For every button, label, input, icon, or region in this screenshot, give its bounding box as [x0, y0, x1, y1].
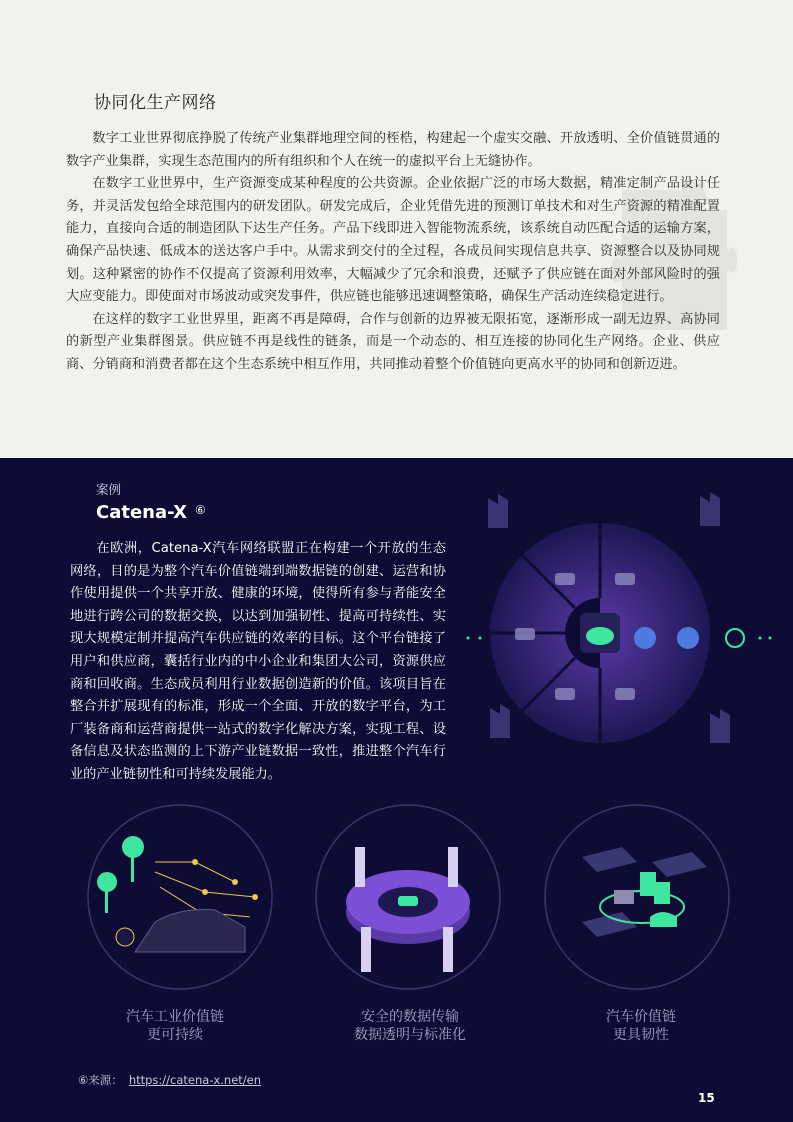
- footnote-marker: ⑥来源：: [78, 1073, 123, 1087]
- case-body: [70, 538, 446, 787]
- case-label: 案例: [96, 482, 122, 497]
- caption-line: 更具韧性: [613, 1027, 669, 1043]
- secure-data-transfer-illustration: [313, 802, 503, 992]
- sustainable-value-chain-illustration: [85, 802, 275, 992]
- caption-resilient: [541, 1008, 741, 1044]
- case-paragraph: 在欧洲，Catena-X汽车网络联盟正在构建一个开放的生态网络，目的是为整个汽车价值链端到端数据链的创建、运营和协作使用提供一个共享开放、健康的环境，使得所有参与者能安全地进行跨公司的数据交换，以达到加强韧性、提高可持续性、实现大规模定制并提高汽车供应链的效率的目标。这个平台链接了用户和供应商，囊括行业内的中小企业和集团大公司，资源供应商和回收商。生态成员利用行业数据创造新的价值。该项目旨在整合并扩展现有的标准，形成一个全面、开放的数字平台，为工厂装备商和运营商提供一站式的数字化解决方案，实现工程、设备信息及状态监测的上下游产业链数据一致性，推进整个汽车行业的产业链韧性和可持续发展能力。: [70, 541, 446, 782]
- caption-line: 安全的数据传输: [361, 1009, 459, 1025]
- case-title: [96, 502, 206, 523]
- footnote-ref: ⑥: [195, 503, 206, 517]
- case-section: [0, 458, 793, 1122]
- footnote: [78, 1072, 261, 1088]
- top-section: [0, 0, 793, 458]
- caption-line: 更可持续: [147, 1027, 203, 1043]
- caption-line: 汽车价值链: [606, 1009, 676, 1025]
- paragraph: 在数字工业世界中，生产资源变成某种程度的公共资源。企业依据广泛的市场大数据，精准定制产品设计任务，并灵活发包给全球范围内的研发团队。研发完成后，企业凭借先进的预测订单技术和对生产资源的精准配置能力，直接向合适的制造团队下达生产任务。产品下线即进入智能物流系统，该系统自动匹配合适的运输方案，确保产品快速、低成本的送达客户手中。从需求到交付的全过程，各成员间实现信息共享、资源整合以及协同规划。这种紧密的协作不仅提高了资源利用效率，大幅减少了冗余和浪费，还赋予了供应链在面对外部风险时的强大应变能力。即使面对市场波动或突发事件，供应链也能够迅速调整策略，确保生产活动连续稳定进行。: [66, 176, 720, 305]
- paragraph: 在这样的数字工业世界里，距离不再是障碍，合作与创新的边界被无限拓宽，逐渐形成一副无边界、高协同的新型产业集群图景。供应链不再是线性的链条，而是一个动态的、相互连接的协同化生产网络。企业、供应商、分销商和消费者都在这个生态系统中相互作用，共同推动着整个价值链向更高水平的协同和创新迈进。: [66, 311, 720, 372]
- section-body: [66, 128, 720, 377]
- catena-x-logo-illustration: [460, 488, 780, 758]
- caption-secure-data: [310, 1008, 510, 1044]
- section-title: 协同化生产网络: [94, 93, 217, 113]
- resilient-value-chain-illustration: [542, 802, 732, 992]
- caption-sustainable: [75, 1008, 275, 1044]
- footnote-link[interactable]: https://catena-x.net/en: [128, 1073, 262, 1087]
- caption-line: 汽车工业价值链: [126, 1009, 224, 1025]
- caption-line: 数据透明与标准化: [354, 1027, 466, 1043]
- page-number: 15: [698, 1091, 715, 1105]
- case-title-text: Catena-X: [96, 502, 188, 523]
- paragraph: 数字工业世界彻底挣脱了传统产业集群地理空间的桎梏，构建起一个虚实交融、开放透明、全价值链贯通的数字产业集群，实现生态范围内的所有组织和个人在统一的虚拟平台上无缝协作。: [66, 131, 720, 169]
